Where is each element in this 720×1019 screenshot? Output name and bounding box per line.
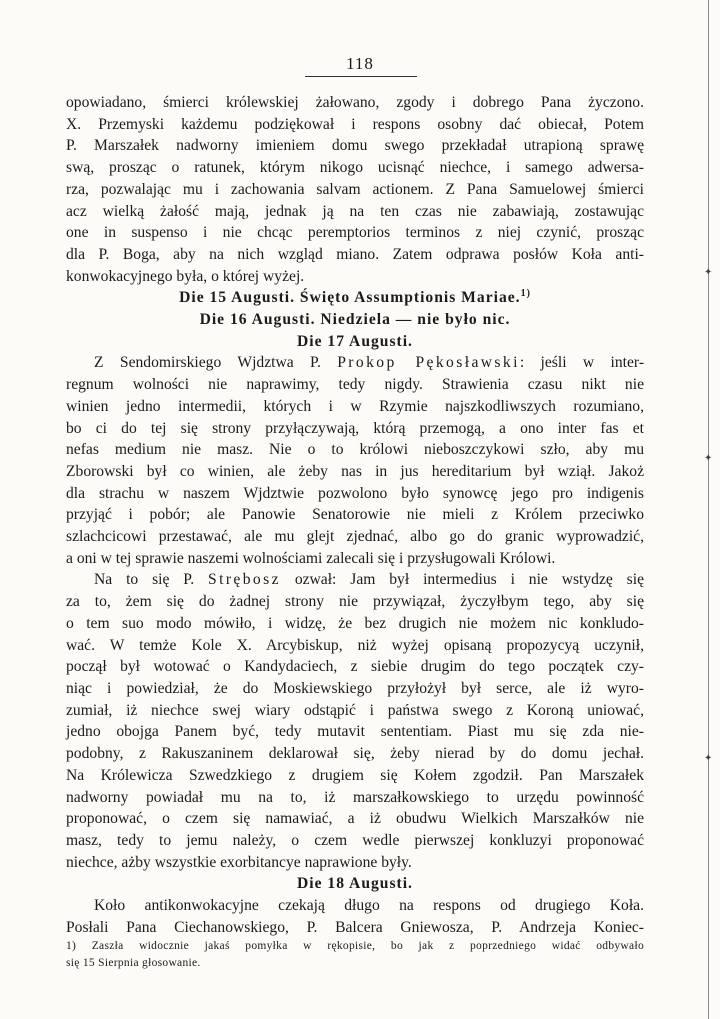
page-edge-line: [708, 0, 709, 1019]
text-line: regnum wolności nie naprawimy, tedy nigdy. Strawienia czasu nikt nie: [66, 376, 644, 394]
text-line: P. Marszałek nadworny imieniem domu swego przekładał utrapioną sprawę: [66, 137, 644, 155]
section-heading-aug-18: Die 18 Augusti.: [297, 875, 413, 893]
footnote-ref: 1): [520, 288, 531, 300]
text-fragment: Na to się P.: [94, 571, 195, 589]
text-line: winien jedno intermedii, których i w Rzymie najszkodliwszych rozumiano,: [66, 397, 644, 415]
text-line: zumiał, iż niechce swej wiary odstąpić i państwa swego z Koroną uniować,: [66, 701, 644, 719]
section-heading-aug-17: Die 17 Augusti.: [297, 332, 413, 350]
text-line: [66, 569, 644, 591]
text-line: a oni w tej sprawie naszemi wolnościami zalecali się i przysługowali Królowi.: [66, 549, 556, 567]
text-line: nadworny powiadał mu na to, iż marszałkowskiego to urzędu powinność: [66, 788, 644, 806]
text-line: wać. W temże Kole X. Arcybiskup, niż wyżej opisaną propozycyą uczynił,: [66, 636, 644, 654]
footnote-line: 1) Zaszła widocznie jakaś pomyłka w rękopisie, bo jak z poprzedniego widać odbywało: [66, 940, 644, 952]
text-line: o tem suo modo mówiło, i widzę, że bez drugich nie możem nic konkludo-: [66, 614, 644, 632]
text-line: rza, pozwalając mu i zachowania salvam actionem. Z Pana Samuelowej śmierci: [66, 180, 644, 198]
text-line: X. Przemyski każdemu podziękował i respons osobny dać obiecał, Potem: [66, 115, 644, 133]
text-line: opowiadano, śmierci królewskiej żałowano, zgody i dobrego Pana życzono.: [66, 94, 644, 111]
footnote-line: się 15 Sierpnia głosowanie.: [66, 957, 201, 969]
speaker-name: Prokop Pękosławski: [337, 354, 520, 372]
binding-mark: ✦: [704, 267, 713, 278]
text-line: Koło antikonwokacyjne czekają długo na respons od drugiego Koła.: [94, 897, 644, 915]
text-line: dla P. Boga, aby na nich wzgląd miano. Zatem odprawa posłów Koła anti-: [66, 245, 644, 263]
text-line: bo ci do tej się strony przyłączywają, którą przemogą, a ono inter fas et: [66, 419, 644, 437]
text-line: niąc i powiedział, że do Moskiewskiego przyłożył był serce, ale iż wyro-: [66, 679, 644, 697]
text-line: konwokacyjnego była, o której wyżej.: [66, 267, 305, 285]
body-text: [66, 92, 644, 938]
text-line: niechce, ażby wszystkie exorbitancye naprawione były.: [66, 853, 412, 871]
text-line: Posłali Pana Ciechanowskiego, P. Balcera Gniewosza, P. Andrzeja Koniec-: [66, 918, 644, 936]
text-line: szlachcicowi przestawać, ale mu glejt zjednać, albo go do granic wyprowadzić,: [66, 528, 644, 546]
text-line: [66, 352, 644, 374]
binding-mark: ✦: [704, 753, 713, 764]
text-fragment: Z Sendomirskiego Wjdztwa P.: [94, 354, 321, 372]
text-line: przyjąć i pobór; ale Panowie Senatorowie nie mieli z Królem przeciwko: [66, 506, 644, 524]
text-line: Na Królewicza Szwedzkiego z drugiem się Kołem zgodził. Pan Marszałek: [66, 766, 644, 784]
heading-text: Die 15 Augusti. Święto Assumptionis Mariae.: [179, 289, 521, 307]
text-line: począł był wotować o Kandydaciech, z siebie drugim do tego początek czy-: [66, 658, 644, 676]
footnote: [66, 938, 644, 972]
header-rule: [305, 76, 417, 77]
text-line: masz, tedy to jemu należy, o czem wedle pierwszej konkluzyi proponować: [66, 831, 644, 849]
text-line: jedno obojga Panem być, tedy mutavit sententiam. Piast mu się zda nie-: [66, 723, 644, 741]
text-line: swą, prosząc o ratunek, którym nikogo ucisnąć niechce, i samego adwersa-: [66, 159, 644, 177]
text-line: one in suspenso i nie chcąc peremptorios terminos z niej czynić, prosząc: [66, 224, 644, 242]
text-fragment: ozwał: Jam był intermedius i nie wstydzę się: [294, 571, 645, 589]
binding-mark: ✦: [704, 453, 713, 464]
text-line: acz wielką żałość mają, jednak ją na ten czas nie zabawiają, zostawując: [66, 202, 644, 220]
speaker-name: Strębosz: [208, 571, 281, 589]
text-line: proponować, o czem się namawiać, a iż obudwu Wielkich Marszałków nie: [66, 810, 644, 828]
page-number: 118: [346, 54, 374, 73]
text-line: podobny, z Rakuszaninem deklarował się, żeby nierad by do domu jechał.: [66, 745, 644, 763]
section-heading-aug-15: [66, 287, 644, 309]
text-fragment: : jeśli w inter-: [519, 354, 645, 372]
text-line: Zborowski był co winien, ale żeby nas in jus hereditarium był wziął. Jakoż: [66, 462, 644, 480]
text-line: dla strachu w naszem Wjdztwie pozwolono było synowcę jego pro indigenis: [66, 484, 644, 502]
section-heading-aug-16: Die 16 Augusti. Niedziela — nie było nic.: [199, 311, 511, 329]
text-line: nefas medium nie masz. Nie o to królowi nieboszczykowi szło, aby mu: [66, 441, 644, 459]
text-line: za to, żem się do żadnej strony nie przywiązał, życzyłbym tego, aby się: [66, 593, 644, 611]
